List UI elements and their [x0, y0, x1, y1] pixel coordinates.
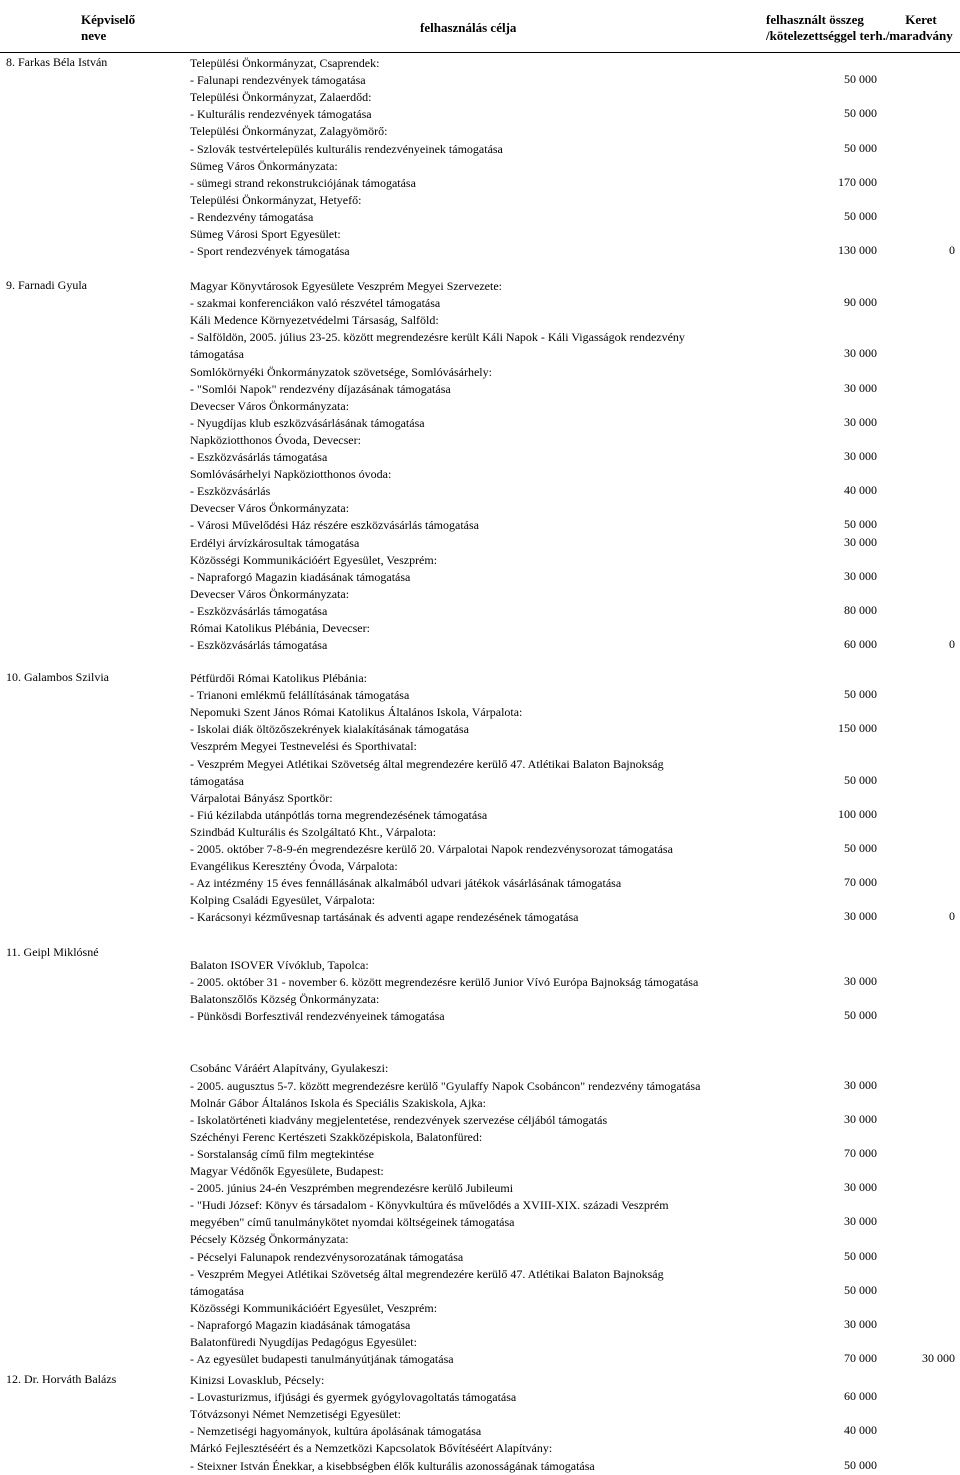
header-remainder-line2: maradvány [889, 28, 953, 43]
list-item: - Iskolai diák öltözőszekrények kialakításának támogatása [190, 722, 469, 737]
list-item: - Napraforgó Magazin kiadásának támogatása [190, 569, 411, 584]
used-amount: 170 000 [838, 174, 877, 189]
used-amount: 70 000 [844, 875, 877, 890]
representative-name: 8. Farkas Béla István [6, 55, 108, 69]
used-amount: 130 000 [838, 243, 877, 258]
list-item: Somlókörnyéki Önkormányzatok szövetsége, Somlóvásárhely: [190, 364, 492, 379]
list-item: - Az egyesület budapesti tanulmányútjának támogatása [190, 1352, 454, 1367]
used-amount: 40 000 [844, 483, 877, 498]
list-item: Várpalotai Bányász Sportkör: [190, 790, 333, 805]
used-amount: 90 000 [844, 295, 877, 310]
header-representative [81, 12, 135, 44]
used-amount: 80 000 [844, 602, 877, 617]
header-remainder-line1: Keret [905, 12, 937, 27]
used-amount: 30 000 [844, 568, 877, 583]
list-item: Magyar Könyvtárosok Egyesülete Veszprém Megyei Szervezete: [190, 279, 503, 293]
list-item: - Eszközvásárlás támogatása [190, 638, 328, 653]
used-amount: 30 000 [844, 346, 877, 361]
remainder-amount: 0 [949, 243, 955, 258]
list-item: Kolping Családi Egyesület, Várpalota: [190, 893, 376, 908]
list-item: Molnár Gábor Általános Iskola és Speciális Szakiskola, Ajka: [190, 1095, 486, 1110]
header-used-line1: felhasznált összeg [766, 12, 864, 27]
list-item: Napköziotthonos Óvoda, Devecser: [190, 432, 361, 447]
header-used-amount [766, 12, 889, 44]
list-item: támogatása [190, 347, 244, 362]
used-amount: 50 000 [844, 1008, 877, 1023]
list-item: - Rendezvény támogatása [190, 209, 314, 224]
used-amount: 70 000 [844, 1145, 877, 1160]
list-item: Települési Önkormányzat, Hetyefő: [190, 192, 362, 207]
used-amount: 30 000 [844, 449, 877, 463]
list-item: - "Somlói Napok" rendezvény díjazásának támogatása [190, 381, 451, 396]
list-item: - Nyugdíjas klub eszközvásárlásának támogatása [190, 415, 425, 430]
table-body [0, 52, 960, 1473]
list-item: támogatása [190, 773, 244, 788]
used-amount: 50 000 [844, 772, 877, 787]
list-item: Balaton ISOVER Vívóklub, Tapolca: [190, 958, 369, 972]
list-item: Széchényi Ferenc Kertészeti Szakközépiskola, Balatonfüred: [190, 1129, 483, 1144]
list-item: - Napraforgó Magazin kiadásának támogatása [190, 1317, 411, 1332]
list-item: - Veszprém Megyei Atlétikai Szövetség által megrendezére kerülő 47. Atlétikai Balaton Bajnokság [190, 756, 664, 771]
used-amount: 50 000 [844, 841, 877, 855]
list-item: - Szlovák testvértelepülés kulturális rendezvényeinek támogatása [190, 141, 503, 156]
list-item: Tótvázsonyi Német Nemzetiségi Egyesület: [190, 1407, 401, 1422]
list-item: Szindbád Kulturális és Szolgáltató Kht., Várpalota: [190, 824, 437, 839]
list-item: - Karácsonyi kézművesnap tartásának és adventi agape rendezésének támogatása [190, 910, 579, 925]
used-amount: 50 000 [844, 140, 877, 155]
used-amount: 30 000 [844, 1180, 877, 1195]
list-item: - Eszközvásárlás támogatása [190, 603, 328, 618]
list-item: - 2005. augusztus 5-7. között megrendezésre kerülő "Gyulaffy Napok Csobáncon" rendezvény támogatása [190, 1078, 701, 1093]
header-remainder [887, 12, 955, 44]
used-amount: 40 000 [844, 1423, 877, 1438]
list-item: Sümeg Város Önkormányzata: [190, 158, 338, 173]
list-item: Nepomuki Szent János Római Katolikus Általános Iskola, Várpalota: [190, 705, 523, 720]
list-item: Települési Önkormányzat, Zalaerdőd: [190, 90, 372, 105]
remainder-amount: 0 [949, 637, 955, 652]
list-item: - szakmai konferenciákon való részvétel támogatása [190, 296, 441, 311]
list-item: Devecser Város Önkormányzata: [190, 398, 350, 413]
list-item: - 2005. október 7-8-9-én megrendezésre kerülő 20. Várpalotai Napok rendezvénysorozat támogatása [190, 842, 673, 856]
header-representative-line2: neve [81, 28, 107, 43]
list-item: - Sport rendezvények támogatása [190, 244, 350, 259]
header-purpose: felhasználás célja [420, 20, 517, 35]
list-item: Települési Önkormányzat, Zalagyömörő: [190, 124, 388, 139]
header-used-line2: /kötelezettséggel terh./ [766, 28, 890, 43]
list-item: Veszprém Megyei Testnevelési és Sporthivatal: [190, 739, 417, 754]
list-item: Balatonfüredi Nyugdíjas Pedagógus Egyesület: [190, 1335, 417, 1349]
list-item: Közösségi Kommunikációért Egyesület, Veszprém: [190, 552, 438, 567]
list-item: Evangélikus Keresztény Óvoda, Várpalota: [190, 859, 398, 874]
remainder-amount: 30 000 [922, 1351, 955, 1366]
list-item: - Pünkösdi Borfesztivál rendezvényeinek támogatása [190, 1009, 445, 1024]
list-item: - Fiú kézilabda utánpótlás torna megrendezésének támogatása [190, 807, 488, 822]
list-item: Sümeg Városi Sport Egyesület: [190, 227, 341, 241]
used-amount: 50 000 [844, 517, 877, 532]
used-amount: 30 000 [844, 534, 877, 549]
used-amount: 50 000 [844, 106, 877, 121]
used-amount: 30 000 [844, 1316, 877, 1331]
list-item: Balatonszőlős Község Önkormányzata: [190, 992, 380, 1007]
used-amount: 30 000 [844, 414, 877, 429]
list-item: - Városi Művelődési Ház részére eszközvásárlás támogatása [190, 518, 479, 533]
used-amount: 50 000 [844, 1248, 877, 1263]
list-item: Devecser Város Önkormányzata: [190, 586, 350, 601]
used-amount: 30 000 [844, 909, 877, 924]
list-item: Magyar Védőnők Egyesülete, Budapest: [190, 1164, 384, 1178]
used-amount: 30 000 [844, 380, 877, 395]
list-item: Erdélyi árvízkárosultak támogatása [190, 535, 360, 550]
list-item: Káli Medence Környezetvédelmi Társaság, Salföld: [190, 313, 439, 328]
table-header [0, 0, 960, 53]
list-item: - Salföldön, 2005. július 23-25. között megrendezésre került Káli Napok - Káli Vigasságok rendezvény [190, 330, 685, 345]
used-amount: 60 000 [844, 637, 877, 652]
list-item: - 2005. június 24-én Veszprémben megrendezésre kerülő Jubileumi [190, 1181, 514, 1196]
used-amount: 50 000 [844, 1457, 877, 1472]
list-item: - "Hudi József: Könyv és társadalom - Könyvkultúra és művelődés a XVIII-XIX. századi Veszprém [190, 1198, 669, 1213]
list-item: - Eszközvásárlás támogatása [190, 450, 328, 464]
list-item: - Lovasturizmus, ifjúsági és gyermek gyógylovagoltatás támogatása [190, 1390, 517, 1405]
list-item: - Sorstalanság című film megtekintése [190, 1146, 374, 1161]
used-amount: 30 000 [844, 1111, 877, 1126]
representative-name: 11. Geipl Miklósné [6, 945, 99, 959]
used-amount: 60 000 [844, 1389, 877, 1404]
used-amount: 30 000 [844, 974, 877, 989]
list-item: - Falunapi rendezvények támogatása [190, 73, 366, 88]
used-amount: 50 000 [844, 1282, 877, 1297]
representative-name: 12. Dr. Horváth Balázs [6, 1372, 117, 1386]
list-item: Devecser Város Önkormányzata: [190, 501, 350, 516]
used-amount: 30 000 [844, 1214, 877, 1229]
list-item: Márkó Fejlesztéséért és a Nemzetközi Kapcsolatok Bővítéséért Alapítvány: [190, 1441, 553, 1456]
used-amount: 50 000 [844, 72, 877, 87]
list-item: Közösségi Kommunikációért Egyesület, Veszprém: [190, 1300, 438, 1315]
list-item: Települési Önkormányzat, Csaprendek: [190, 56, 380, 70]
used-amount: 30 000 [844, 1077, 877, 1092]
list-item: - 2005. október 31 - november 6. között megrendezésre kerülő Junior Vívó Európa Bajnokság támogatása [190, 975, 699, 990]
list-item: - Eszközvásárlás [190, 484, 271, 499]
list-item: - Kulturális rendezvények támogatása [190, 107, 372, 122]
remainder-amount: 0 [949, 909, 955, 924]
list-item: - Veszprém Megyei Atlétikai Szövetség által megrendezére kerülő 47. Atlétikai Balaton Bajnokság [190, 1266, 664, 1281]
representative-name: 10. Galambos Szilvia [6, 670, 109, 684]
list-item: - Iskolatörténeti kiadvány megjelentetése, rendezvények szervezése céljából támogatás [190, 1112, 608, 1127]
list-item: Kinizsi Lovasklub, Pécsely: [190, 1373, 325, 1387]
list-item: - Trianoni emlékmű felállításának támogatása [190, 688, 410, 703]
list-item: Római Katolikus Plébánia, Devecser: [190, 621, 370, 635]
used-amount: 50 000 [844, 208, 877, 223]
used-amount: 50 000 [844, 687, 877, 702]
header-representative-line1: Képviselő [81, 12, 136, 27]
list-item: - Pécselyi Falunapok rendezvénysorozatának támogatása [190, 1249, 464, 1264]
list-item: - Az intézmény 15 éves fennállásának alkalmából udvari játékok vásárlásának támogatása [190, 876, 622, 891]
list-item: - Steixner István Énekkar, a kisebbségben élők kulturális azonosságának támogatása [190, 1458, 595, 1473]
list-item: megyében" című tanulmánykötet nyomdai költségeinek támogatása [190, 1215, 515, 1230]
list-item: Somlóvásárhelyi Napköziotthonos óvoda: [190, 467, 392, 482]
used-amount: 150 000 [838, 721, 877, 736]
list-item: támogatása [190, 1283, 244, 1298]
used-amount: 70 000 [844, 1351, 877, 1366]
list-item: - Nemzetiségi hagyományok, kultúra ápolásának támogatása [190, 1424, 482, 1439]
list-item: Pétfürdői Római Katolikus Plébánia: [190, 671, 367, 685]
list-item: - sümegi strand rekonstrukciójának támogatása [190, 175, 416, 190]
list-item: Csobánc Váráért Alapítvány, Gyulakeszi: [190, 1061, 389, 1076]
used-amount: 100 000 [838, 806, 877, 821]
representative-name: 9. Farnadi Gyula [6, 278, 87, 292]
list-item: Pécsely Község Önkormányzata: [190, 1232, 349, 1247]
